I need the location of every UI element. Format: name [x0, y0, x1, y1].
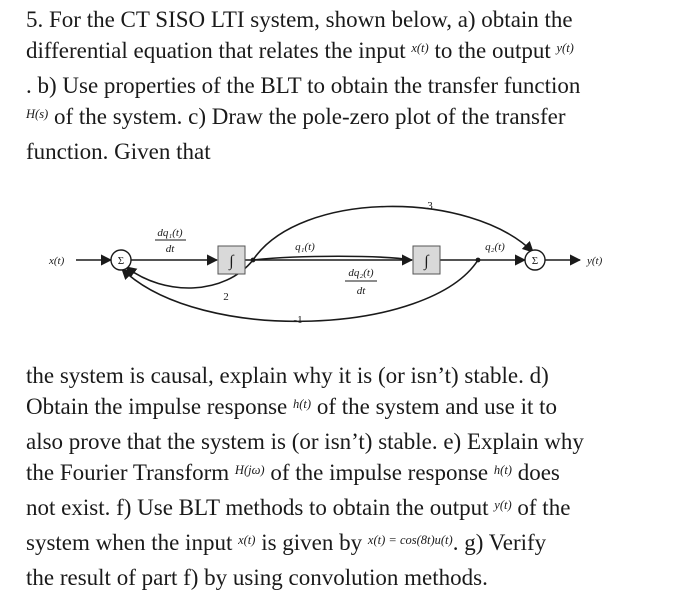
- sum-symbol: Σ: [531, 255, 539, 267]
- gain-label-minus-1: -1: [293, 314, 303, 326]
- text-line: [26, 35, 580, 70]
- math-x-of-t: x(t): [238, 533, 256, 547]
- text-run: not exist. f) Use BLT methods to obtain the output: [26, 495, 489, 520]
- text-run: of the impulse response: [270, 460, 489, 485]
- text-line: [26, 360, 584, 391]
- q1-label: q₁(t): [295, 241, 315, 253]
- math-h-of-t: h(t): [293, 397, 312, 411]
- text-run: system when the input: [26, 530, 233, 555]
- text-run: also prove that the system is (or isn’t) stable. e) Explain why: [26, 429, 584, 454]
- text-line: [26, 562, 584, 593]
- integrator-symbol: ∫: [229, 253, 234, 270]
- math-y-of-t: y(t): [556, 41, 574, 55]
- text-run: is given by: [261, 530, 363, 555]
- text-run: does: [517, 460, 560, 485]
- text-run: Obtain the impulse response: [26, 394, 288, 419]
- text-line: [26, 527, 584, 562]
- text-line: [26, 426, 584, 457]
- math-H-of-jw: H(jω): [234, 463, 265, 477]
- math-H-of-s: H(s): [26, 107, 49, 121]
- dq2-denominator: dt: [356, 285, 366, 297]
- text-run: the Fourier Transform: [26, 460, 230, 485]
- text-run: differential equation that relates the input: [26, 38, 406, 63]
- gain-label-2: 2: [223, 291, 229, 303]
- text-run: . g) Verify: [452, 530, 547, 555]
- output-label: y(t): [587, 255, 603, 267]
- problem-statement-bottom: [26, 360, 584, 593]
- input-label: x(t): [49, 255, 65, 267]
- sum-symbol: Σ: [117, 255, 125, 267]
- text-run: the result of part f) by using convolution methods.: [26, 565, 488, 590]
- integrator-symbol: ∫: [424, 253, 429, 270]
- text-line: [26, 457, 584, 492]
- dq2-numerator: dq₂(t): [348, 267, 374, 279]
- text-run: 5. For the CT SISO LTI system, shown below, a) obtain the: [26, 7, 573, 32]
- text-run: function. Given that: [26, 139, 211, 164]
- math-h-of-t: h(t): [493, 463, 512, 477]
- text-line: [26, 492, 584, 527]
- text-run: of the system and use it to: [316, 394, 558, 419]
- math-input-definition: x(t) = cos(8t)u(t): [367, 533, 453, 547]
- pickoff-point-q2: [476, 258, 481, 263]
- text-run: the system is causal, explain why it is (or isn’t) stable. d): [26, 363, 549, 388]
- q2-label: q₂(t): [485, 241, 505, 253]
- problem-statement-top: [26, 4, 580, 167]
- text-run: of the system. c) Draw the pole-zero plot of the transfer: [53, 104, 566, 129]
- text-line: [26, 70, 580, 101]
- text-run: of the: [517, 495, 571, 520]
- text-line: [26, 136, 580, 167]
- dq1-numerator: dq₁(t): [157, 227, 183, 239]
- math-y-of-t: y(t): [494, 498, 512, 512]
- gain-label-3: 3: [427, 200, 433, 212]
- text-run: to the output: [434, 38, 551, 63]
- text-run: . b) Use properties of the BLT to obtain the transfer function: [26, 73, 581, 98]
- text-line: [26, 101, 580, 136]
- dq1-denominator: dt: [165, 243, 175, 255]
- block-diagram: [0, 185, 700, 345]
- pickoff-point-q1: [251, 258, 256, 263]
- text-line: [26, 4, 580, 35]
- text-line: [26, 391, 584, 426]
- math-x-of-t: x(t): [411, 41, 429, 55]
